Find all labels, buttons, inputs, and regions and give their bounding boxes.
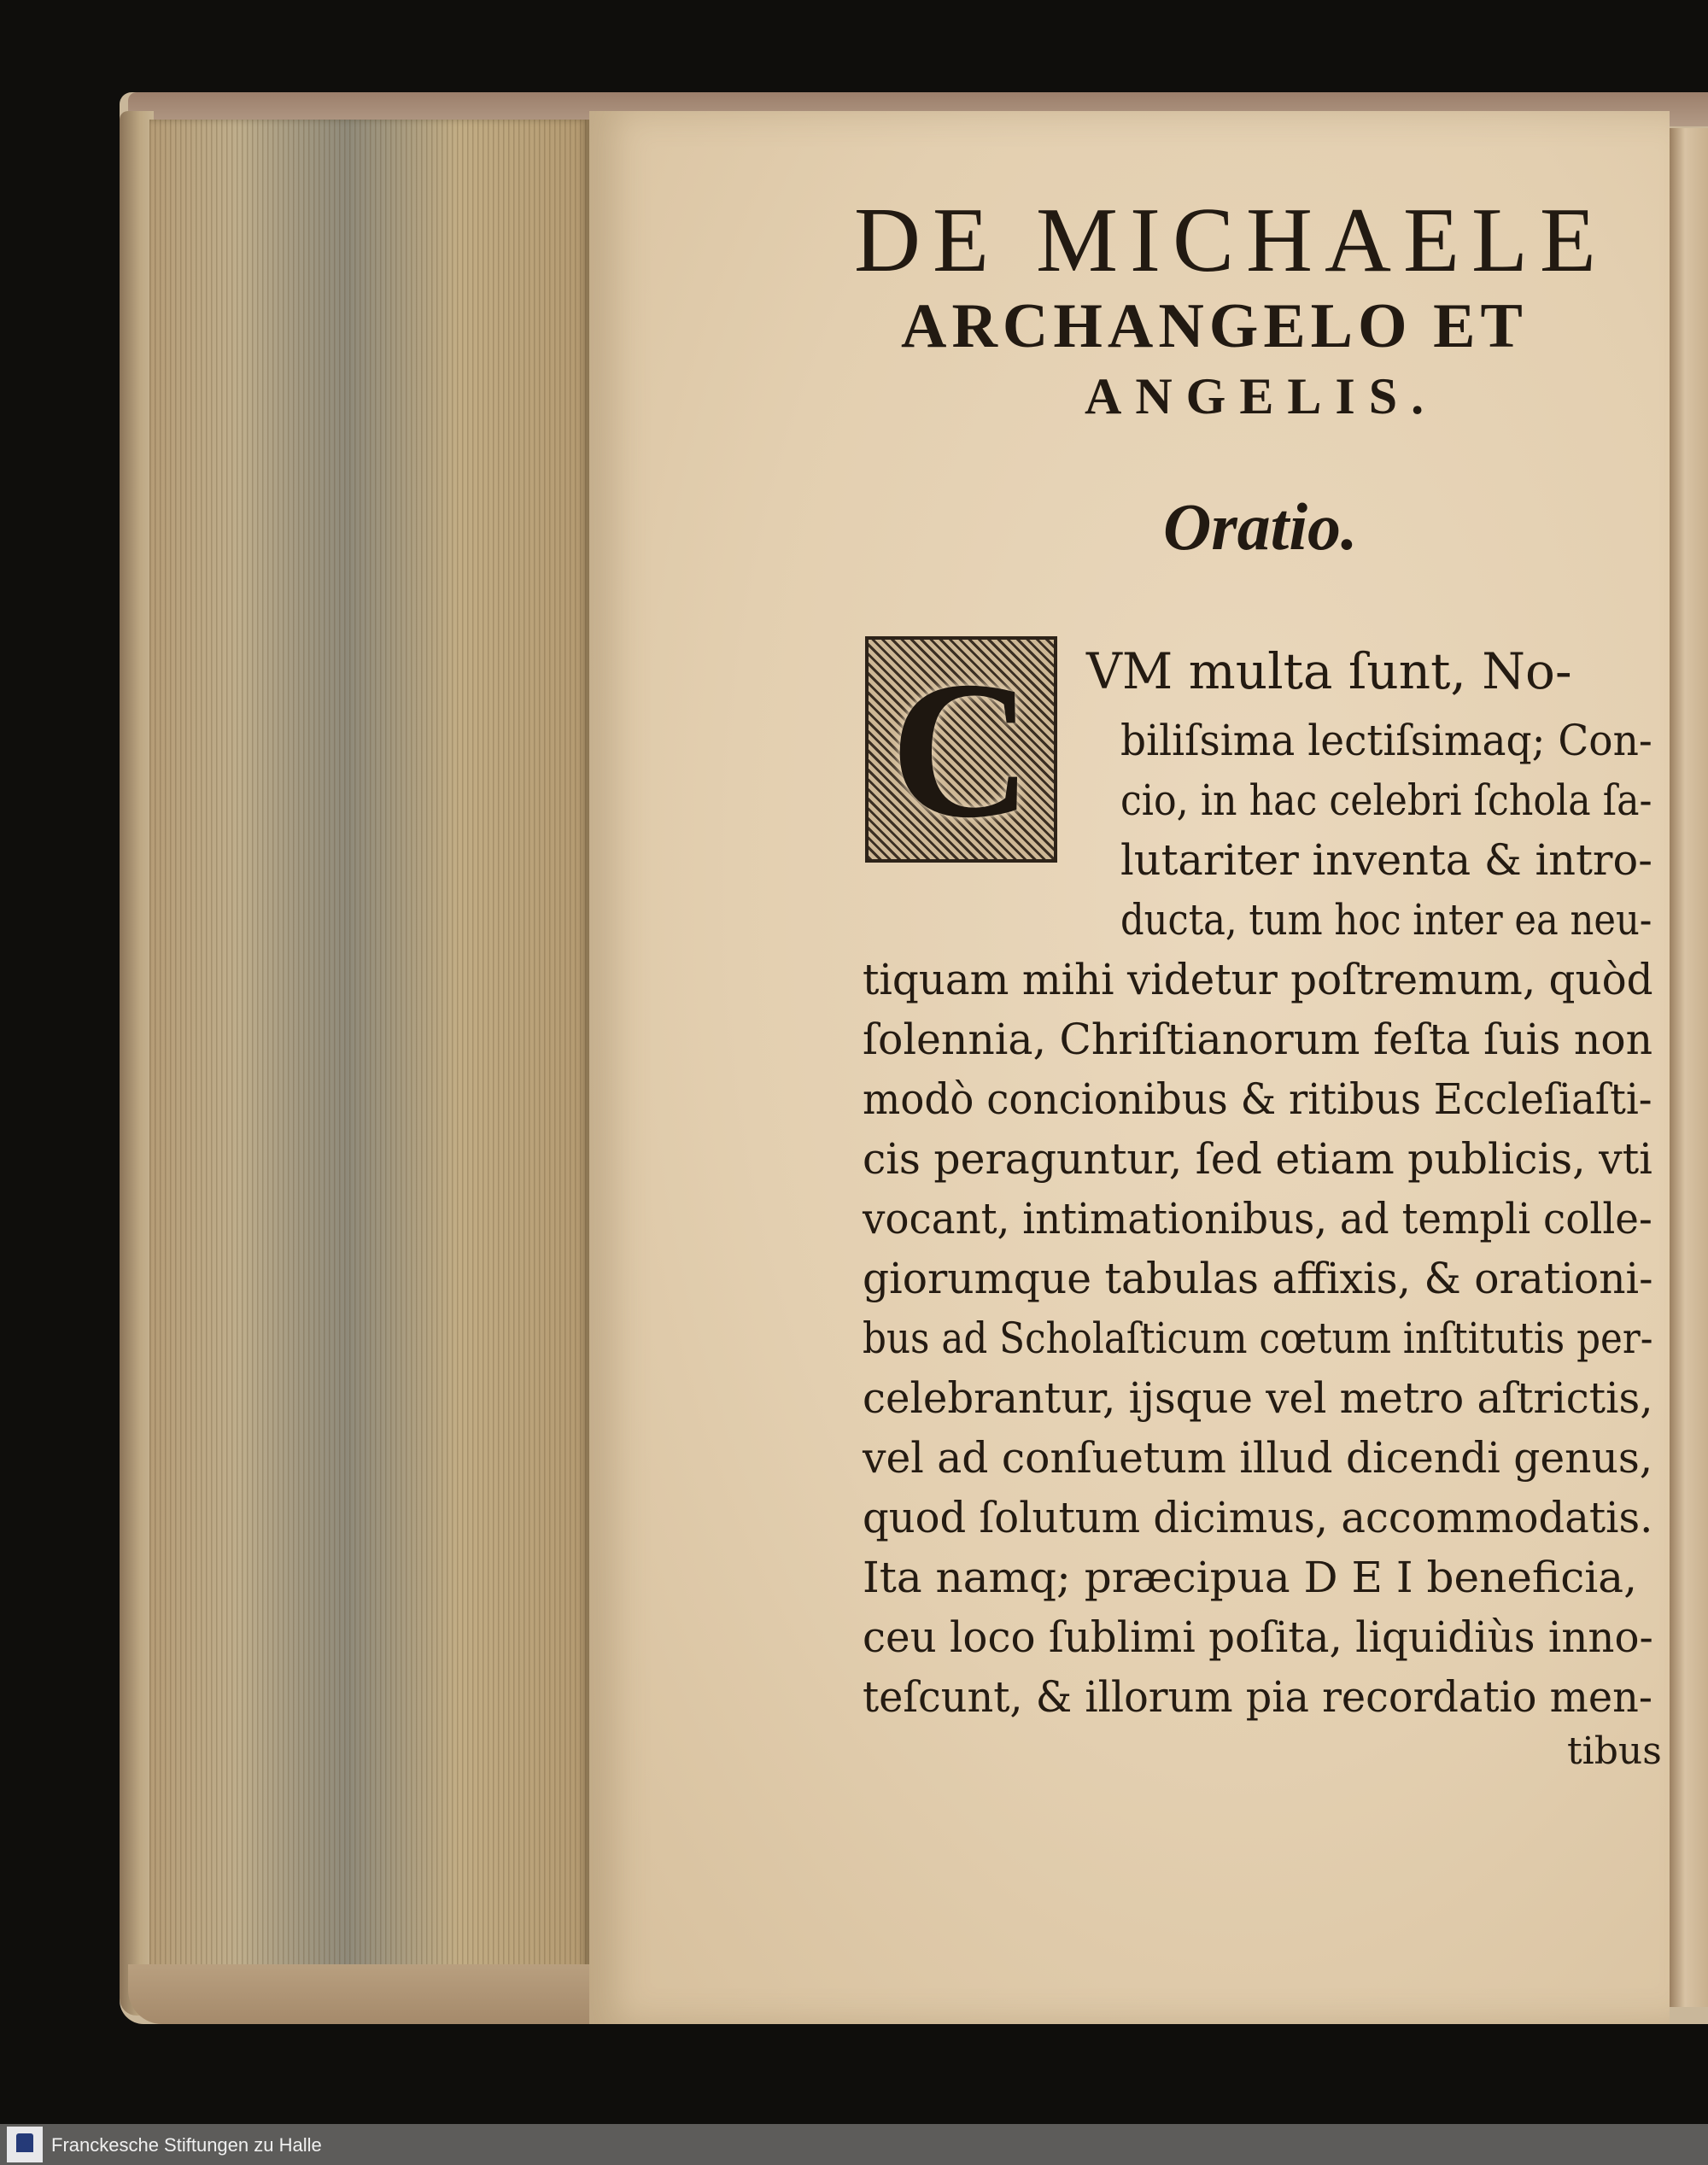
text-line: celebrantur, ijsque vel metro aſtrictis, (863, 1373, 1653, 1423)
text-line: giorumque tabulas affixis, & orationi- (863, 1254, 1653, 1303)
text-line: teſcunt, & illorum pia recordatio men- (863, 1672, 1652, 1722)
text-line: tiquam mihi videtur poſtremum, quòd (863, 955, 1653, 1004)
text-line: ducta, tum hoc inter ea neu- (1120, 895, 1652, 945)
text-line: cis peraguntur, ſed etiam publicis, vti (863, 1134, 1652, 1184)
text-line: vel ad conſuetum illud dicendi genus, (863, 1433, 1653, 1483)
title-line-1: DE MICHAELE (854, 190, 1608, 291)
title-line-2: ARCHANGELO ET (901, 291, 1528, 361)
section-heading: Oratio. (1163, 489, 1358, 564)
initial-letter: C (890, 641, 1032, 858)
text-line: cio, in hac celebri ſchola ſa- (1120, 775, 1652, 825)
title-line-3: ANGELIS. (1085, 368, 1438, 424)
text-line: vocant, intimationibus, ad templi colle- (863, 1194, 1652, 1243)
text-line: ſolennia, Chriſtianorum feſta ſuis non (863, 1015, 1653, 1064)
text-line: VM multa ſunt, No- (1086, 642, 1572, 700)
footer-credit: Franckesche Stiftungen zu Halle (51, 2134, 322, 2156)
book-spine-edge (120, 111, 154, 2016)
text-line: ceu loco ſublimi poſita, liquidiùs inno- (863, 1612, 1653, 1662)
page-stack-left (149, 120, 589, 1981)
text-line: quod ſolutum dicimus, accommodatis. (863, 1493, 1653, 1542)
text-line: bus ad Scholaſticum cœtum inſtitutis per- (863, 1314, 1653, 1363)
page-gutter-right (1670, 128, 1708, 2007)
text-line: Ita namq; præcipua D E I beneficia, (863, 1553, 1637, 1602)
text-line: modò concionibus & ritibus Eccleſiaſti- (863, 1074, 1652, 1124)
book-corner (128, 1964, 606, 2024)
decorated-initial (865, 636, 1057, 863)
text-line: biliſsima lectiſsimaq; Con- (1120, 716, 1652, 765)
catchword: tibus (1567, 1729, 1662, 1773)
franckesche-stiftungen-logo-icon (7, 2127, 43, 2162)
text-line: lutariter inventa & intro- (1120, 835, 1652, 885)
